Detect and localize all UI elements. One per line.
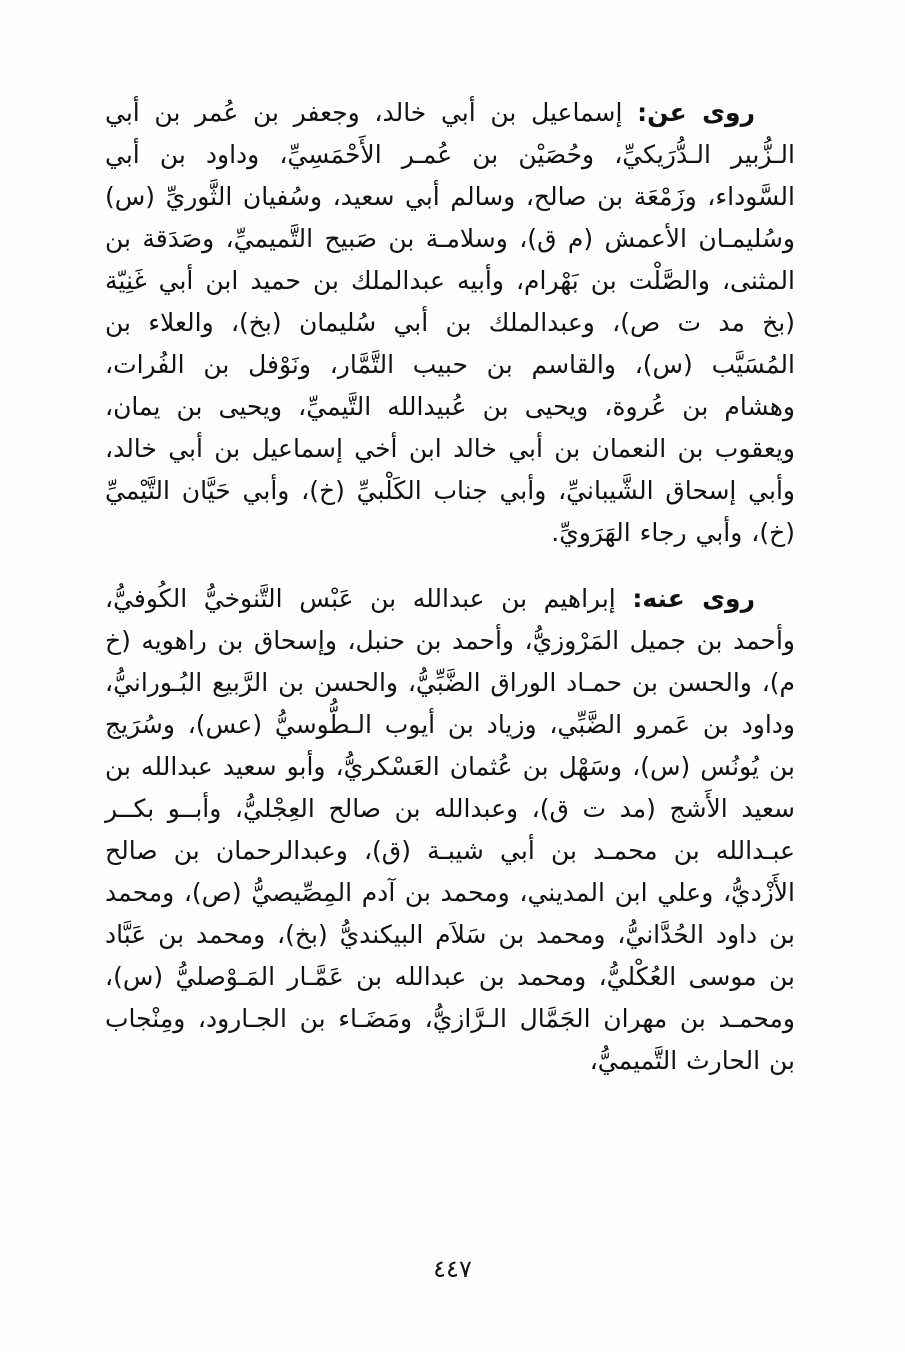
- narrated-from-text: إسماعيل بن أبي خالد، وجعفر بن عُمر بن أبي الـزُّبير الـدُّرَيكيِّ، وحُصَيْن بن عُمـر الأَحْمَسِيِّ، وداود بن أبي السَّوداء، وزَمْعَة بن صالح، وسالم أبي سعيد، وسُفيان الثَّوريِّ (س) وسُليمـان الأعمش (م ق)، وسلامـة بن صَبيح التَّميميِّ، وصَدَقة بن المثنى، والصَّلْت بن بَهْرام، وأبيه عبدالملك بن حميد ابن أبي غَنِيّة (بخ مد ت ص)، وعبدالملك بن أبي سُليمان (بخ)، والعلاء بن المُسَيَّب (س)، والقاسم بن حبيب التَّمَّار، ونَوْفل بن الفُرات، وهشام بن عُروة، ويحيى بن عُبيدالله التَّيميِّ، ويحيى بن يمان، ويعقوب بن النعمان بن أبي خالد ابن أخي إسماعيل بن أبي خالد، وأبي إسحاق الشَّيبانيِّ، وأبي جناب الكَلْبيِّ (خ)، وأبي حَيَّان التَّيْميِّ (خ)، وأبي رجاء الهَرَويِّ.: [105, 98, 795, 547]
- page-number: ٤٤٧: [433, 1255, 472, 1283]
- narrated-by-paragraph: [105, 578, 795, 1082]
- narrated-by-lead: روى عنه:: [632, 584, 755, 613]
- narrated-from-lead: روى عن:: [637, 98, 755, 127]
- narrated-by-text: إبراهيم بن عبدالله بن عَبْس التَّنوخيُّ الكُوفيُّ، وأحمد بن جميل المَرْوزيُّ، وأحمد بن حنبل، وإسحاق بن راهويه (خ م)، والحسن بن حمـاد الوراق الضَّبِّيُّ، والحسن بن الرَّبيع البُـورانيُّ، وداود بن عَمرو الضَّبِّي، وزياد بن أيوب الـطُّوسيُّ (عس)، وسُرَيج بن يُونُس (س)، وسَهْل بن عُثمان العَسْكريُّ، وأبو سعيد عبدالله بن سعيد الأَشج (مد ت ق)، وعبدالله بن صالح العِجْليُّ، وأبــو بكــر عبـدالله بن محمـد بن أبي شيبـة (ق)، وعبدالرحمان بن صالح الأَزْديُّ، وعلي ابن المديني، ومحمد بن آدم المِصِّيصيُّ (ص)، ومحمد بن داود الحُدَّانيُّ، ومحمد بن سَلاَم البيكنديُّ (بخ)، ومحمد بن عَبَّاد بن موسى العُكْليُّ، ومحمد بن عبدالله بن عَمَّـار المَـوْصليُّ (س)، ومحمـد بن مهران الجَمَّال الـرَّازيُّ، ومَضَـاء بن الجـارود، ومِنْجاب بن الحارث التَّميميُّ،: [105, 584, 795, 1075]
- text-block: [105, 92, 795, 1106]
- narrated-from-paragraph: [105, 92, 795, 554]
